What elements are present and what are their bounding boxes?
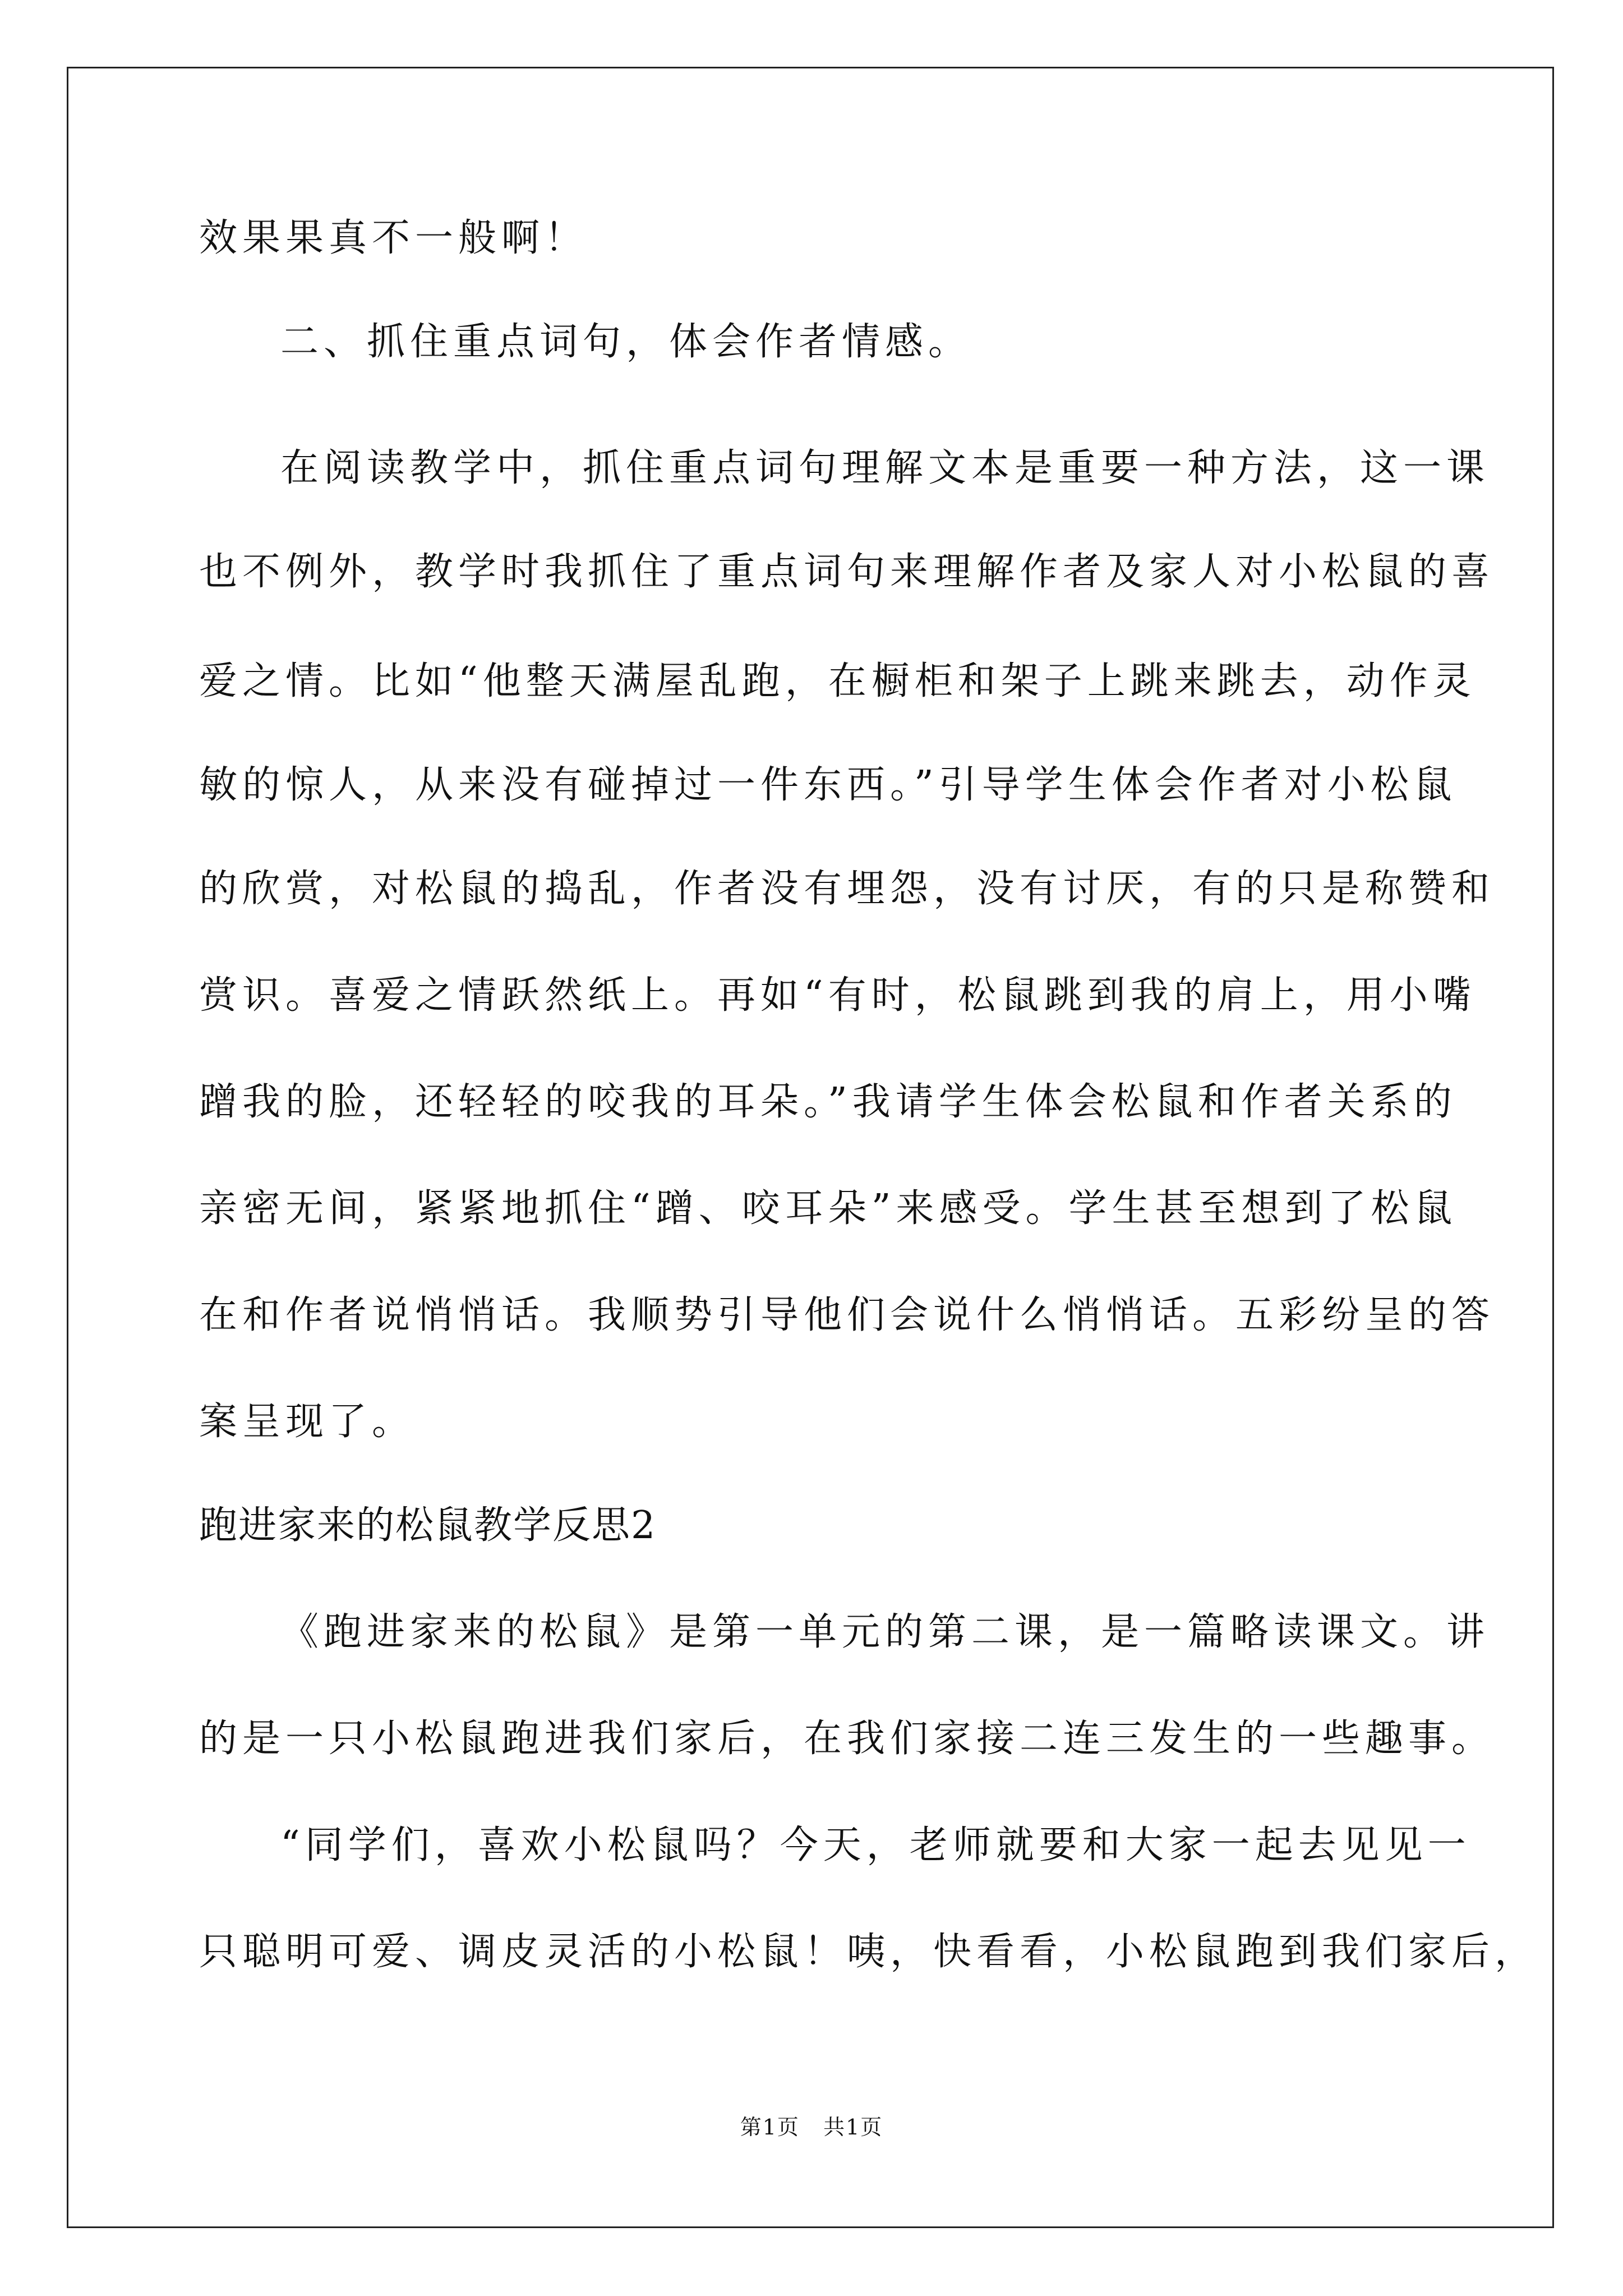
body-line: 敏的惊人，从来没有碰掉过一件东西。”引导学生体会作者对小松鼠	[199, 763, 1457, 807]
body-line: 亲密无间，紧紧地抓住“蹭、咬耳朵”来感受。学生甚至想到了松鼠	[199, 1186, 1458, 1231]
page-number-footer: 第1页 共1页	[740, 2115, 883, 2139]
body-line: 《跑进家来的松鼠》是第一单元的第二课，是一篇略读课文。讲	[280, 1610, 1490, 1654]
body-line: 赏识。喜爱之情跃然纸上。再如“有时，松鼠跳到我的肩上，用小嘴	[199, 973, 1476, 1018]
body-line: 在阅读教学中，抓住重点词句理解文本是重要一种方法，这一课	[280, 446, 1490, 490]
body-line: 的欣赏，对松鼠的捣乱，作者没有埋怨，没有讨厌，有的只是称赞和	[199, 867, 1495, 911]
page-border	[67, 67, 1554, 2228]
body-line: “同学们，喜欢小松鼠吗？今天，老师就要和大家一起去见见一	[280, 1823, 1471, 1867]
body-line: 也不例外，教学时我抓住了重点词句来理解作者及家人对小松鼠的喜	[199, 550, 1495, 594]
body-line: 只聪明可爱、调皮灵活的小松鼠！咦，快看看，小松鼠跑到我们家后，	[199, 1930, 1538, 1974]
body-line: 效果果真不一般啊！	[199, 216, 588, 260]
body-line: 在和作者说悄悄话。我顺势引导他们会说什么悄悄话。五彩纷呈的答	[199, 1293, 1495, 1337]
body-line: 的是一只小松鼠跑进我们家后，在我们家接二连三发生的一些趣事。	[199, 1717, 1495, 1761]
section-subheading: 二、抓住重点词句，体会作者情感。	[280, 320, 972, 364]
body-line: 案呈现了。	[199, 1400, 416, 1444]
section-title: 跑进家来的松鼠教学反思2	[199, 1503, 657, 1548]
body-line: 蹭我的脸，还轻轻的咬我的耳朵。”我请学生体会松鼠和作者关系的	[199, 1080, 1457, 1124]
body-line: 爱之情。比如“他整天满屋乱跑，在橱柜和架子上跳来跳去，动作灵	[199, 659, 1476, 703]
